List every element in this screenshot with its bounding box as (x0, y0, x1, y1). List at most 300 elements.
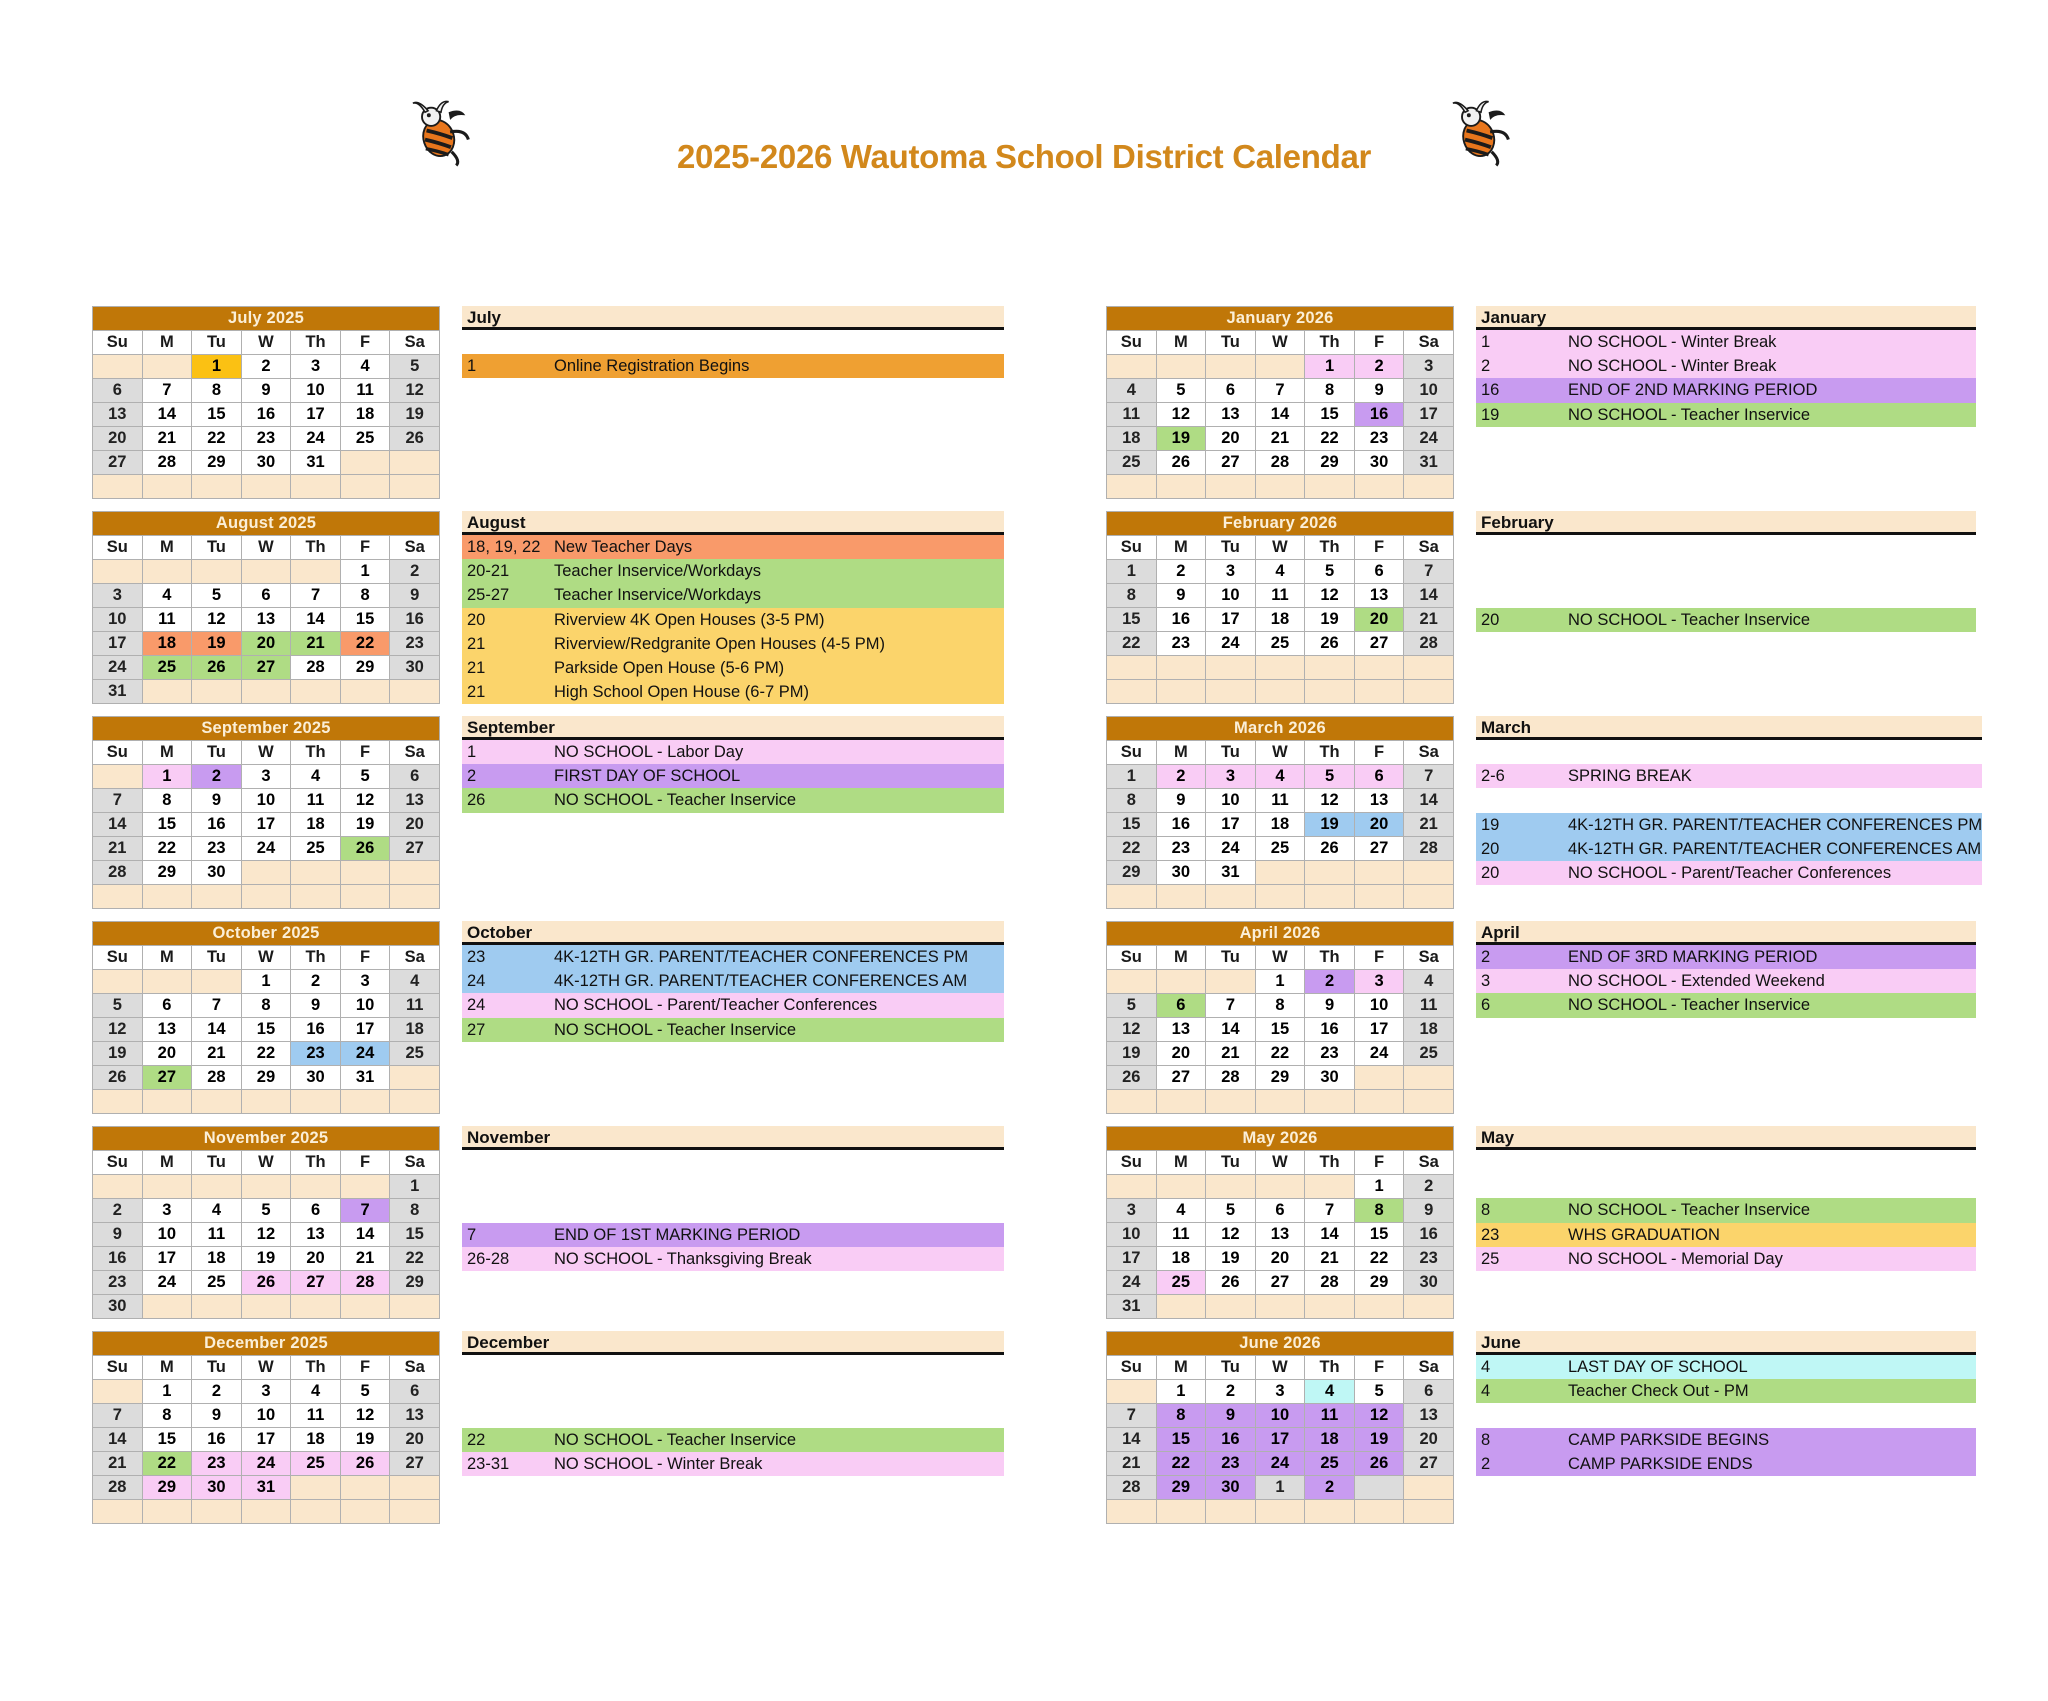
calendar-day-cell[interactable]: 26 (1206, 1271, 1256, 1295)
calendar-day-cell[interactable]: 10 (1107, 1223, 1157, 1247)
calendar-day-cell[interactable]: 12 (93, 1018, 143, 1042)
calendar-day-cell[interactable]: 26 (390, 427, 440, 451)
event-row[interactable] (1476, 993, 1976, 1017)
calendar-day-cell[interactable]: 3 (1354, 970, 1404, 994)
calendar-day-cell[interactable]: 9 (192, 1404, 242, 1428)
calendar-day-cell[interactable]: 3 (291, 355, 341, 379)
calendar-day-cell[interactable]: 24 (340, 1042, 390, 1066)
calendar-day-cell[interactable]: 4 (1255, 560, 1305, 584)
calendar-day-cell[interactable]: 1 (241, 970, 291, 994)
calendar-day-cell[interactable]: 4 (390, 970, 440, 994)
calendar-day-cell[interactable]: 14 (340, 1223, 390, 1247)
calendar-day-cell[interactable]: 26 (1107, 1066, 1157, 1090)
calendar-day-cell[interactable]: 28 (1107, 1476, 1157, 1500)
event-row[interactable] (462, 788, 1004, 812)
calendar-day-cell[interactable]: 23 (1206, 1452, 1256, 1476)
calendar-day-cell[interactable]: 24 (93, 656, 143, 680)
calendar-day-cell[interactable]: 31 (241, 1476, 291, 1500)
calendar-day-cell[interactable]: 13 (390, 1404, 440, 1428)
calendar-day-cell[interactable]: 5 (93, 994, 143, 1018)
calendar-day-cell[interactable]: 18 (1255, 813, 1305, 837)
calendar-day-cell[interactable]: 19 (1305, 608, 1355, 632)
event-row[interactable] (462, 1452, 1004, 1476)
calendar-day-cell[interactable]: 7 (1255, 379, 1305, 403)
event-row[interactable] (462, 1247, 1004, 1271)
event-row[interactable] (1476, 354, 1976, 378)
calendar-day-cell[interactable]: 16 (1404, 1223, 1454, 1247)
calendar-day-cell[interactable]: 17 (142, 1247, 192, 1271)
calendar-day-cell[interactable]: 30 (241, 451, 291, 475)
calendar-day-cell[interactable]: 24 (142, 1271, 192, 1295)
calendar-day-cell[interactable]: 7 (1206, 994, 1256, 1018)
calendar-day-cell[interactable]: 17 (1404, 403, 1454, 427)
calendar-day-cell[interactable]: 24 (1404, 427, 1454, 451)
calendar-day-cell[interactable]: 4 (1107, 379, 1157, 403)
calendar-day-cell[interactable]: 26 (340, 837, 390, 861)
calendar-day-cell[interactable]: 19 (1107, 1042, 1157, 1066)
calendar-day-cell[interactable]: 17 (1255, 1428, 1305, 1452)
calendar-day-cell[interactable]: 19 (1354, 1428, 1404, 1452)
calendar-day-cell[interactable]: 13 (1156, 1018, 1206, 1042)
calendar-day-cell[interactable]: 23 (1156, 632, 1206, 656)
calendar-day-cell[interactable]: 11 (291, 1404, 341, 1428)
calendar-day-cell[interactable]: 30 (192, 1476, 242, 1500)
calendar-day-cell[interactable]: 12 (1107, 1018, 1157, 1042)
calendar-day-cell[interactable]: 15 (241, 1018, 291, 1042)
calendar-day-cell[interactable]: 9 (1156, 789, 1206, 813)
calendar-day-cell[interactable]: 11 (390, 994, 440, 1018)
calendar-day-cell[interactable]: 16 (1156, 608, 1206, 632)
calendar-day-cell[interactable]: 2 (390, 560, 440, 584)
calendar-day-cell[interactable]: 16 (1305, 1018, 1355, 1042)
calendar-day-cell[interactable]: 14 (1107, 1428, 1157, 1452)
calendar-day-cell[interactable]: 18 (1156, 1247, 1206, 1271)
calendar-day-cell[interactable]: 7 (1305, 1199, 1355, 1223)
calendar-day-cell[interactable]: 4 (192, 1199, 242, 1223)
calendar-day-cell[interactable]: 13 (1404, 1404, 1454, 1428)
event-row[interactable] (462, 535, 1004, 559)
calendar-day-cell[interactable]: 1 (1305, 355, 1355, 379)
calendar-day-cell[interactable]: 8 (1255, 994, 1305, 1018)
calendar-day-cell[interactable]: 10 (1206, 789, 1256, 813)
calendar-day-cell[interactable]: 23 (192, 1452, 242, 1476)
calendar-day-cell[interactable]: 5 (1305, 765, 1355, 789)
calendar-day-cell[interactable]: 19 (340, 1428, 390, 1452)
event-row[interactable] (462, 583, 1004, 607)
calendar-day-cell[interactable]: 2 (241, 355, 291, 379)
calendar-day-cell[interactable]: 26 (1305, 837, 1355, 861)
calendar-day-cell[interactable]: 28 (291, 656, 341, 680)
calendar-day-cell[interactable]: 8 (142, 789, 192, 813)
event-row[interactable] (462, 969, 1004, 993)
calendar-day-cell[interactable]: 15 (390, 1223, 440, 1247)
calendar-day-cell[interactable]: 15 (1305, 403, 1355, 427)
calendar-day-cell[interactable]: 29 (1305, 451, 1355, 475)
calendar-day-cell[interactable]: 5 (192, 584, 242, 608)
calendar-day-cell[interactable]: 20 (241, 632, 291, 656)
calendar-day-cell[interactable]: 6 (1354, 560, 1404, 584)
calendar-day-cell[interactable]: 6 (1404, 1380, 1454, 1404)
calendar-day-cell[interactable]: 21 (142, 427, 192, 451)
calendar-day-cell[interactable]: 9 (1404, 1199, 1454, 1223)
calendar-day-cell[interactable]: 8 (1107, 584, 1157, 608)
calendar-day-cell[interactable]: 17 (1206, 608, 1256, 632)
calendar-day-cell[interactable]: 24 (291, 427, 341, 451)
calendar-day-cell[interactable]: 11 (340, 379, 390, 403)
event-row[interactable] (462, 740, 1004, 764)
calendar-day-cell[interactable]: 9 (93, 1223, 143, 1247)
calendar-day-cell[interactable]: 12 (390, 379, 440, 403)
calendar-day-cell[interactable]: 23 (241, 427, 291, 451)
calendar-day-cell[interactable]: 27 (1354, 837, 1404, 861)
calendar-day-cell[interactable]: 11 (1404, 994, 1454, 1018)
calendar-day-cell[interactable]: 25 (192, 1271, 242, 1295)
event-row[interactable] (462, 1018, 1004, 1042)
calendar-day-cell[interactable]: 22 (241, 1042, 291, 1066)
calendar-day-cell[interactable]: 28 (1255, 451, 1305, 475)
calendar-day-cell[interactable]: 27 (241, 656, 291, 680)
calendar-day-cell[interactable]: 10 (1354, 994, 1404, 1018)
calendar-day-cell[interactable]: 14 (93, 813, 143, 837)
calendar-day-cell[interactable]: 13 (291, 1223, 341, 1247)
calendar-day-cell[interactable]: 24 (1107, 1271, 1157, 1295)
calendar-day-cell[interactable]: 3 (1404, 355, 1454, 379)
calendar-day-cell[interactable]: 16 (93, 1247, 143, 1271)
calendar-day-cell[interactable]: 15 (1255, 1018, 1305, 1042)
calendar-day-cell[interactable]: 30 (1156, 861, 1206, 885)
calendar-day-cell[interactable]: 21 (291, 632, 341, 656)
calendar-day-cell[interactable]: 30 (291, 1066, 341, 1090)
calendar-day-cell[interactable]: 21 (1107, 1452, 1157, 1476)
calendar-day-cell[interactable]: 26 (93, 1066, 143, 1090)
calendar-day-cell[interactable]: 19 (1156, 427, 1206, 451)
calendar-day-cell[interactable]: 12 (192, 608, 242, 632)
calendar-day-cell[interactable]: 28 (1305, 1271, 1355, 1295)
calendar-day-cell[interactable]: 3 (1206, 765, 1256, 789)
calendar-day-cell[interactable]: 27 (142, 1066, 192, 1090)
calendar-day-cell[interactable]: 17 (1206, 813, 1256, 837)
calendar-day-cell[interactable]: 30 (1404, 1271, 1454, 1295)
calendar-day-cell[interactable]: 20 (1206, 427, 1256, 451)
calendar-day-cell[interactable]: 12 (1156, 403, 1206, 427)
calendar-day-cell[interactable]: 10 (241, 1404, 291, 1428)
calendar-day-cell[interactable]: 7 (93, 789, 143, 813)
calendar-day-cell[interactable]: 17 (241, 813, 291, 837)
calendar-day-cell[interactable]: 13 (1354, 789, 1404, 813)
calendar-day-cell[interactable]: 1 (1255, 1476, 1305, 1500)
calendar-day-cell[interactable]: 23 (192, 837, 242, 861)
calendar-day-cell[interactable]: 18 (192, 1247, 242, 1271)
calendar-day-cell[interactable]: 13 (93, 403, 143, 427)
calendar-day-cell[interactable]: 18 (291, 1428, 341, 1452)
calendar-day-cell[interactable]: 11 (1255, 789, 1305, 813)
calendar-day-cell[interactable]: 19 (340, 813, 390, 837)
calendar-day-cell[interactable]: 18 (1255, 608, 1305, 632)
calendar-day-cell[interactable]: 23 (291, 1042, 341, 1066)
calendar-day-cell[interactable]: 18 (390, 1018, 440, 1042)
calendar-day-cell[interactable]: 21 (1305, 1247, 1355, 1271)
calendar-day-cell[interactable]: 29 (1107, 861, 1157, 885)
calendar-day-cell[interactable]: 30 (390, 656, 440, 680)
event-row[interactable] (1476, 1247, 1976, 1271)
calendar-day-cell[interactable]: 22 (1107, 837, 1157, 861)
calendar-day-cell[interactable]: 5 (1107, 994, 1157, 1018)
calendar-day-cell[interactable]: 3 (142, 1199, 192, 1223)
calendar-day-cell[interactable]: 23 (1156, 837, 1206, 861)
calendar-day-cell[interactable]: 5 (1156, 379, 1206, 403)
calendar-day-cell[interactable]: 10 (1404, 379, 1454, 403)
calendar-day-cell[interactable]: 15 (1156, 1428, 1206, 1452)
calendar-day-cell[interactable]: 11 (1156, 1223, 1206, 1247)
calendar-day-cell[interactable]: 27 (390, 837, 440, 861)
calendar-day-cell[interactable]: 6 (291, 1199, 341, 1223)
calendar-day-cell[interactable]: 25 (1404, 1042, 1454, 1066)
calendar-day-cell[interactable]: 4 (1305, 1380, 1355, 1404)
calendar-day-cell[interactable]: 31 (1206, 861, 1256, 885)
event-row[interactable] (1476, 378, 1976, 402)
calendar-day-cell[interactable]: 7 (93, 1404, 143, 1428)
calendar-day-cell[interactable]: 16 (1156, 813, 1206, 837)
calendar-day-cell[interactable]: 21 (1255, 427, 1305, 451)
event-row[interactable] (1476, 1223, 1976, 1247)
calendar-day-cell[interactable]: 4 (340, 355, 390, 379)
calendar-day-cell[interactable]: 16 (241, 403, 291, 427)
calendar-day-cell[interactable]: 21 (340, 1247, 390, 1271)
calendar-day-cell[interactable]: 6 (241, 584, 291, 608)
calendar-day-cell[interactable]: 21 (1404, 813, 1454, 837)
calendar-day-cell[interactable]: 19 (1305, 813, 1355, 837)
calendar-day-cell[interactable]: 25 (142, 656, 192, 680)
calendar-day-cell[interactable]: 20 (291, 1247, 341, 1271)
calendar-day-cell[interactable]: 5 (1206, 1199, 1256, 1223)
calendar-day-cell[interactable]: 2 (1156, 765, 1206, 789)
calendar-day-cell[interactable]: 4 (1156, 1199, 1206, 1223)
calendar-day-cell[interactable]: 16 (192, 813, 242, 837)
calendar-day-cell[interactable]: 13 (390, 789, 440, 813)
calendar-day-cell[interactable]: 22 (142, 837, 192, 861)
calendar-day-cell[interactable]: 8 (1305, 379, 1355, 403)
calendar-day-cell[interactable]: 26 (1156, 451, 1206, 475)
calendar-day-cell[interactable]: 5 (340, 1380, 390, 1404)
calendar-day-cell[interactable]: 12 (340, 789, 390, 813)
calendar-day-cell[interactable]: 24 (1354, 1042, 1404, 1066)
calendar-day-cell[interactable]: 30 (1206, 1476, 1256, 1500)
calendar-day-cell[interactable]: 17 (1354, 1018, 1404, 1042)
calendar-day-cell[interactable]: 19 (241, 1247, 291, 1271)
calendar-day-cell[interactable]: 22 (142, 1452, 192, 1476)
calendar-day-cell[interactable]: 23 (390, 632, 440, 656)
calendar-day-cell[interactable]: 5 (340, 765, 390, 789)
calendar-day-cell[interactable]: 12 (1206, 1223, 1256, 1247)
calendar-day-cell[interactable]: 8 (1354, 1199, 1404, 1223)
calendar-day-cell[interactable]: 14 (1404, 789, 1454, 813)
calendar-day-cell[interactable]: 8 (142, 1404, 192, 1428)
calendar-day-cell[interactable]: 2 (192, 765, 242, 789)
calendar-day-cell[interactable]: 9 (291, 994, 341, 1018)
calendar-day-cell[interactable]: 29 (390, 1271, 440, 1295)
calendar-day-cell[interactable]: 19 (390, 403, 440, 427)
calendar-day-cell[interactable]: 7 (1107, 1404, 1157, 1428)
calendar-day-cell[interactable]: 23 (1305, 1042, 1355, 1066)
event-row[interactable] (1476, 1198, 1976, 1222)
calendar-day-cell[interactable]: 11 (1305, 1404, 1355, 1428)
calendar-day-cell[interactable]: 28 (1404, 837, 1454, 861)
event-row[interactable] (462, 680, 1004, 704)
calendar-day-cell[interactable]: 13 (1206, 403, 1256, 427)
calendar-day-cell[interactable]: 24 (1206, 837, 1256, 861)
calendar-day-cell[interactable]: 25 (1255, 837, 1305, 861)
calendar-day-cell[interactable]: 13 (1255, 1223, 1305, 1247)
calendar-day-cell[interactable]: 12 (1305, 789, 1355, 813)
event-row[interactable] (462, 1223, 1004, 1247)
event-row[interactable] (1476, 969, 1976, 993)
calendar-day-cell[interactable]: 18 (1107, 427, 1157, 451)
calendar-day-cell[interactable]: 20 (93, 427, 143, 451)
calendar-day-cell[interactable]: 2 (93, 1199, 143, 1223)
calendar-day-cell[interactable]: 9 (241, 379, 291, 403)
event-row[interactable] (462, 354, 1004, 378)
calendar-day-cell[interactable]: 4 (142, 584, 192, 608)
event-row[interactable] (1476, 330, 1976, 354)
calendar-day-cell[interactable]: 6 (1255, 1199, 1305, 1223)
calendar-day-cell[interactable]: 11 (291, 789, 341, 813)
event-row[interactable] (1476, 813, 1982, 837)
calendar-day-cell[interactable]: 19 (192, 632, 242, 656)
calendar-day-cell[interactable]: 5 (390, 355, 440, 379)
calendar-day-cell[interactable]: 20 (1404, 1428, 1454, 1452)
calendar-day-cell[interactable]: 22 (1107, 632, 1157, 656)
calendar-day-cell[interactable]: 23 (1404, 1247, 1454, 1271)
calendar-day-cell[interactable]: 17 (93, 632, 143, 656)
calendar-day-cell[interactable]: 24 (1206, 632, 1256, 656)
calendar-day-cell[interactable]: 3 (1206, 560, 1256, 584)
calendar-day-cell[interactable]: 31 (291, 451, 341, 475)
calendar-day-cell[interactable]: 13 (142, 1018, 192, 1042)
calendar-day-cell[interactable]: 11 (1255, 584, 1305, 608)
calendar-day-cell[interactable]: 30 (1305, 1066, 1355, 1090)
calendar-day-cell[interactable]: 18 (1305, 1428, 1355, 1452)
calendar-day-cell[interactable]: 14 (142, 403, 192, 427)
calendar-day-cell[interactable]: 10 (93, 608, 143, 632)
calendar-day-cell[interactable]: 6 (142, 994, 192, 1018)
event-row[interactable] (1476, 1428, 1976, 1452)
calendar-day-cell[interactable]: 15 (142, 1428, 192, 1452)
calendar-day-cell[interactable]: 20 (1156, 1042, 1206, 1066)
calendar-day-cell[interactable]: 19 (1206, 1247, 1256, 1271)
calendar-day-cell[interactable]: 1 (1255, 970, 1305, 994)
calendar-day-cell[interactable]: 4 (1404, 970, 1454, 994)
calendar-day-cell[interactable]: 10 (1255, 1404, 1305, 1428)
calendar-day-cell[interactable]: 9 (192, 789, 242, 813)
event-row[interactable] (1476, 1379, 1976, 1403)
calendar-day-cell[interactable]: 14 (1255, 403, 1305, 427)
calendar-day-cell[interactable]: 3 (93, 584, 143, 608)
calendar-day-cell[interactable]: 7 (192, 994, 242, 1018)
calendar-day-cell[interactable]: 29 (1156, 1476, 1206, 1500)
calendar-day-cell[interactable]: 25 (1107, 451, 1157, 475)
calendar-day-cell[interactable]: 31 (1404, 451, 1454, 475)
calendar-day-cell[interactable]: 26 (1305, 632, 1355, 656)
calendar-day-cell[interactable]: 30 (1354, 451, 1404, 475)
calendar-day-cell[interactable]: 25 (291, 837, 341, 861)
calendar-day-cell[interactable]: 13 (241, 608, 291, 632)
calendar-day-cell[interactable]: 25 (291, 1452, 341, 1476)
calendar-day-cell[interactable]: 18 (291, 813, 341, 837)
event-row[interactable] (1476, 764, 1982, 788)
calendar-day-cell[interactable]: 24 (241, 837, 291, 861)
calendar-day-cell[interactable]: 17 (241, 1428, 291, 1452)
calendar-day-cell[interactable]: 10 (1206, 584, 1256, 608)
calendar-day-cell[interactable]: 26 (241, 1271, 291, 1295)
calendar-day-cell[interactable]: 2 (1404, 1175, 1454, 1199)
calendar-day-cell[interactable]: 6 (1156, 994, 1206, 1018)
calendar-day-cell[interactable]: 22 (1354, 1247, 1404, 1271)
calendar-day-cell[interactable]: 20 (1354, 813, 1404, 837)
calendar-day-cell[interactable]: 16 (291, 1018, 341, 1042)
calendar-day-cell[interactable]: 17 (340, 1018, 390, 1042)
calendar-day-cell[interactable]: 9 (390, 584, 440, 608)
calendar-day-cell[interactable]: 29 (1354, 1271, 1404, 1295)
calendar-day-cell[interactable]: 28 (93, 1476, 143, 1500)
calendar-day-cell[interactable]: 2 (192, 1380, 242, 1404)
calendar-day-cell[interactable]: 21 (93, 1452, 143, 1476)
calendar-day-cell[interactable]: 27 (1354, 632, 1404, 656)
event-row[interactable] (1476, 1355, 1976, 1379)
event-row[interactable] (1476, 945, 1976, 969)
calendar-day-cell[interactable]: 1 (1354, 1175, 1404, 1199)
calendar-day-cell[interactable]: 6 (390, 1380, 440, 1404)
calendar-day-cell[interactable]: 9 (1354, 379, 1404, 403)
calendar-day-cell[interactable]: 21 (192, 1042, 242, 1066)
calendar-day-cell[interactable]: 10 (291, 379, 341, 403)
calendar-day-cell[interactable]: 2 (1206, 1380, 1256, 1404)
calendar-day-cell[interactable]: 7 (291, 584, 341, 608)
calendar-day-cell[interactable]: 29 (340, 656, 390, 680)
calendar-day-cell[interactable]: 9 (1156, 584, 1206, 608)
calendar-day-cell[interactable]: 27 (1404, 1452, 1454, 1476)
calendar-day-cell[interactable]: 22 (1255, 1042, 1305, 1066)
calendar-day-cell[interactable]: 12 (340, 1404, 390, 1428)
calendar-day-cell[interactable]: 2 (1354, 355, 1404, 379)
calendar-day-cell[interactable]: 4 (291, 765, 341, 789)
calendar-day-cell[interactable]: 28 (192, 1066, 242, 1090)
calendar-day-cell[interactable]: 16 (192, 1428, 242, 1452)
calendar-day-cell[interactable]: 31 (340, 1066, 390, 1090)
event-row[interactable] (462, 608, 1004, 632)
calendar-day-cell[interactable]: 1 (1107, 765, 1157, 789)
calendar-day-cell[interactable]: 28 (93, 861, 143, 885)
calendar-day-cell[interactable]: 27 (291, 1271, 341, 1295)
calendar-day-cell[interactable]: 1 (142, 1380, 192, 1404)
event-row[interactable] (462, 993, 1004, 1017)
calendar-day-cell[interactable]: 12 (241, 1223, 291, 1247)
calendar-day-cell[interactable]: 6 (1206, 379, 1256, 403)
calendar-day-cell[interactable]: 6 (93, 379, 143, 403)
calendar-day-cell[interactable]: 26 (340, 1452, 390, 1476)
event-row[interactable] (462, 945, 1004, 969)
calendar-day-cell[interactable]: 10 (241, 789, 291, 813)
calendar-day-cell[interactable]: 23 (93, 1271, 143, 1295)
calendar-day-cell[interactable]: 20 (1255, 1247, 1305, 1271)
calendar-day-cell[interactable]: 21 (93, 837, 143, 861)
calendar-day-cell[interactable]: 13 (1354, 584, 1404, 608)
calendar-day-cell[interactable]: 16 (1206, 1428, 1256, 1452)
calendar-day-cell[interactable]: 28 (142, 451, 192, 475)
calendar-day-cell[interactable]: 22 (192, 427, 242, 451)
calendar-day-cell[interactable]: 12 (1305, 584, 1355, 608)
calendar-day-cell[interactable]: 1 (390, 1175, 440, 1199)
calendar-day-cell[interactable]: 5 (241, 1199, 291, 1223)
